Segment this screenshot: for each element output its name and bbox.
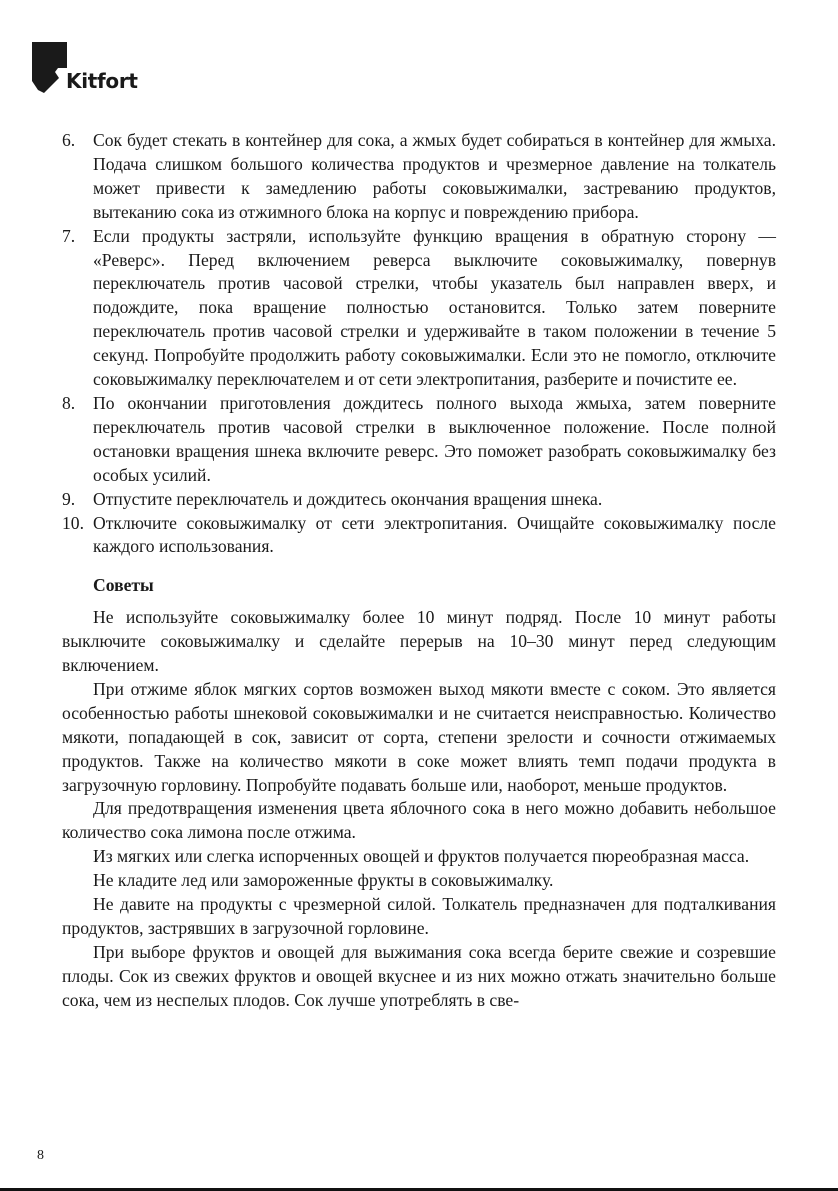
step-item (62, 129, 776, 225)
tip-paragraph: Из мягких или слегка испорченных овощей и фруктов получается пюреобразная масса. (93, 846, 750, 867)
step-item (62, 488, 776, 512)
step-number: 10. (62, 512, 84, 533)
tip-paragraph: При отжиме яблок мягких сортов возможен выход мякоти вместе с соком. Это является особенностью работы шнековой соковыжималки и не считается неисправностью. Количество мякоти, попадающей в сок, зависит от сорта, степени зрелости и сочности отжимаемых продуктов. Также на количество мякоти в соке может влиять темп подачи продукта в загрузочную горловину. Попробуйте подавать больше или, наоборот, меньше продуктов. (62, 678, 776, 795)
step-text: Отпустите переключатель и дождитесь окончания вращения шнека. (93, 488, 603, 509)
step-item (62, 512, 776, 560)
step-text: Сок будет стекать в контейнер для сока, а жмых будет собираться в контейнер для жмыха. Подача слишком большого количества продуктов и чрезмерное давление на толкатель может привести к замедлению работы соковыжималки, застреванию продуктов, вытеканию сока из отжимного блока на корпус и повреждению прибора. (93, 130, 776, 222)
step-text: Если продукты застряли, используйте функцию вращения в обратную сторону — «Реверс». Перед включением реверса выключите соковыжималку, повернув переключатель против часовой стрелки, чтобы указатель был направлен вверх, и подождите, пока вращение полностью остановится. Только затем поверните переключатель против часовой стрелки и удерживайте в таком положении в течение 5 секунд. Попробуйте продолжить работу соковыжималки. Если это не помогло, отключите соковыжималку переключателем и от сети электропитания, разберите и почистите ее. (93, 225, 776, 390)
instruction-steps (62, 129, 776, 559)
tip-paragraph: Не используйте соковыжималку более 10 минут подряд. После 10 минут работы выключите соковыжималку и сделайте перерыв на 10–30 минут перед следующим включением. (62, 607, 776, 676)
brand-logo (30, 41, 140, 96)
page-content (62, 129, 776, 1013)
step-number: 9. (62, 488, 76, 509)
step-item (62, 225, 776, 392)
step-text: По окончании приготовления дождитесь полного выхода жмыха, затем поверните переключатель против часовой стрелки в выключенное положение. После полной остановки вращения шнека включите реверс. Это поможет разобрать соковыжималку без особых усилий. (93, 392, 776, 485)
step-text: Отключите соковыжималку от сети электропитания. Очищайте соковыжималку после каждого использования. (93, 512, 776, 557)
brand-name: Kitfort (66, 69, 138, 93)
kitfort-shield-logo-icon (30, 41, 70, 96)
tip-paragraph: При выборе фруктов и овощей для выжимания сока всегда берите свежие и созревшие плоды. Сок из свежих фруктов и овощей вкуснее и из них можно отжать значительно больше сока, чем из неспелых плодов. Сок лучше употреблять в све- (62, 941, 776, 1010)
tips-heading: Советы (93, 575, 154, 596)
step-number: 8. (62, 392, 76, 413)
tip-paragraph: Не давите на продукты с чрезмерной силой. Толкатель предназначен для подталкивания продуктов, застрявших в загрузочной горловине. (62, 894, 776, 938)
tip-paragraph: Не кладите лед или замороженные фрукты в соковыжималку. (93, 870, 554, 891)
step-item (62, 392, 776, 488)
page-number: 8 (37, 1148, 44, 1163)
tip-paragraph: Для предотвращения изменения цвета яблочного сока в него можно добавить небольшое количество сока лимона после отжима. (62, 798, 776, 843)
step-number: 6. (62, 130, 76, 150)
step-number: 7. (62, 225, 76, 246)
